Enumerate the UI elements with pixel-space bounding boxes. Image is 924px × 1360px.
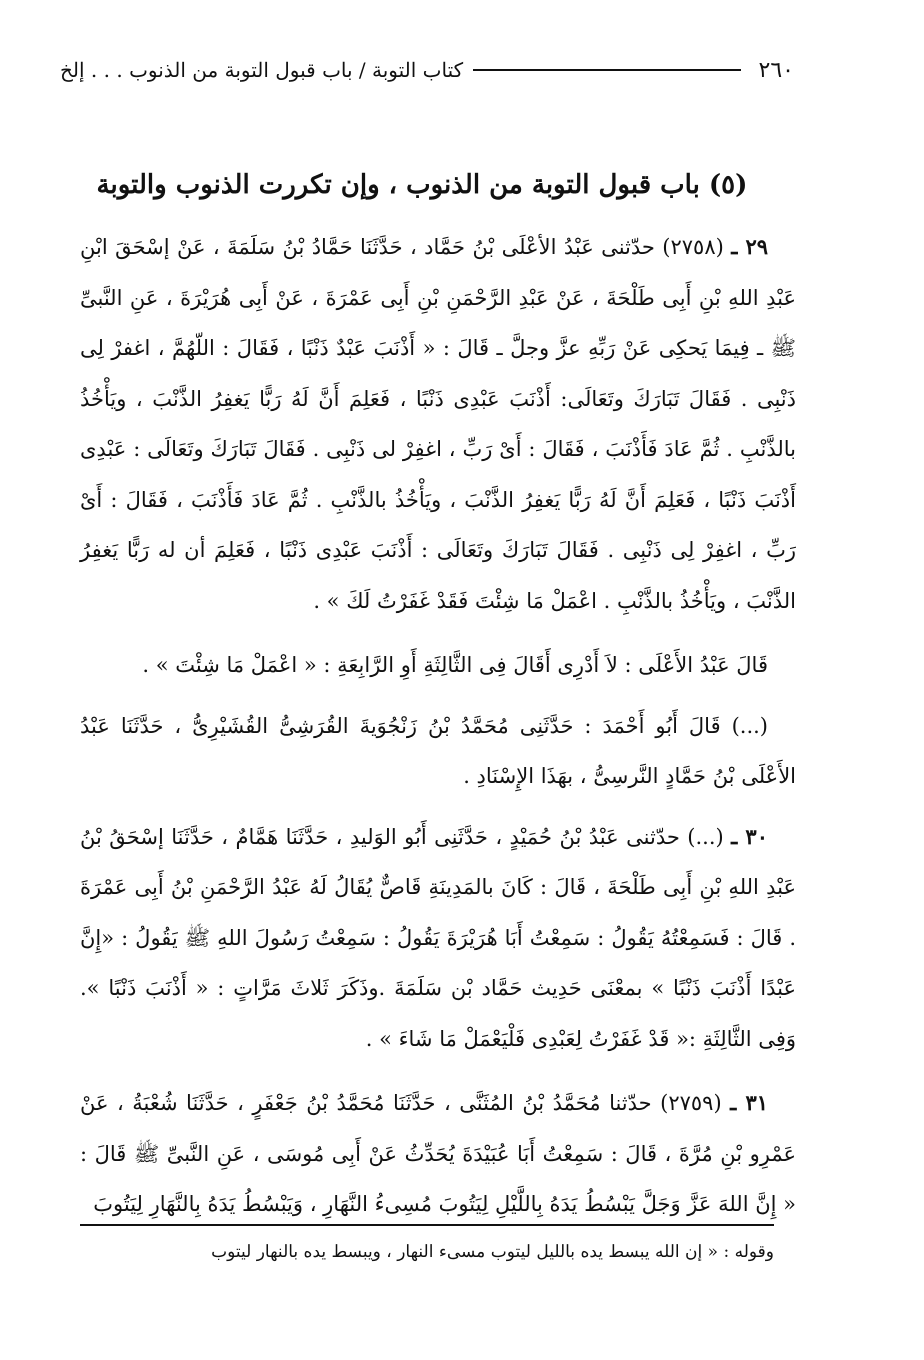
- body-text: [80, 222, 796, 1244]
- hadith-number: ٣١ ـ: [730, 1090, 768, 1115]
- hadith-text: (...) قَالَ أَبُو أَحْمَدَ : حَدَّثَنِى مُحَمَّدُ بْنُ زَنْجُوَيةَ القُرَشِىُّ القُشَيْرِىُّ ، حَدَّثَنَا عَبْدُ الأَعْلَى بْنُ حَمَّادٍ النَّرسِىُّ ، بهَذَا الإِسْنَادِ .: [80, 713, 796, 788]
- page-number: ٢٦٠: [758, 57, 794, 83]
- hadith-number: ٢٩ ـ: [731, 234, 768, 259]
- running-header: [60, 52, 794, 88]
- chain-abu-ahmad: [80, 701, 796, 802]
- hadith-text: (...) حدّثنى عَبْدُ بْنُ حُمَيْدٍ ، حَدَّثَنِى أَبُو الوَليدِ ، حَدَّثَنَا هَمَّامٌ ، حَدَّثَنَا إسْحَقُ بْنُ عَبْدِ اللهِ بْنِ أَبِى طَلْحَةَ ، قَالَ : كَانَ بالمَدِينَةِ قَاصٌّ يُقَالُ لَهُ عَبْدُ الرَّحْمَنِ بْنُ أَبِى عَمْرَةَ . قَالَ : فَسَمِعْتُهُ يَقُولُ : سَمِعْتُ أَبَا هُرَيْرَةَ يَقُولُ : سَمِعْتُ رَسُولَ اللهِ ﷺ يَقُولُ : «إِنَّ عَبْدًا أَذْنَبَ ذَنْبًا » بمعْنَى حَدِيث حَمَّاد بْن سَلَمَةَ .وذَكَرَ ثَلاثَ مَرَّاتٍ : « أَذْنَبَ ذَنْبًا ». وَفِى الثَّالِثَةِ :« قَدْ غَفَرْتُ لِعَبْدِى فَلْيَعْمَلْ مَا شَاءَ » .: [80, 824, 796, 1051]
- hadith-text: (٢٧٥٨) حدّثنى عَبْدُ الأعْلَى بْنُ حَمَّاد ، حَدَّثَنَا حَمَّادُ بْنُ سَلَمَةَ ، عَنْ إسْحَقَ ابْنِ عَبْدِ اللهِ بْنِ أَبِى طَلْحَةَ ، عَنْ عَبْدِ الرَّحْمَنِ بْنِ أَبِى عَمْرَةَ ، عَنْ أَبِى هُرَيْرَةَ ، عَنِ النَّبىِّ ﷺ ـ فِيمَا يَحكِى عَنْ رَبِّهِ عزَّ وجلَّ ـ قَالَ : « أَذْنَبَ عَبْدٌ ذَنْبًا ، فَقَالَ : اللّهُمَّ ، اغفرْ لِى ذَنْبِى . فَقَالَ تَبَارَكَ وتَعَالَى: أَذْنَبَ عَبْدِى ذَنْبًا ، فَعَلِمَ أَنَّ لَهُ رَبًّا يَغفِرُ الذَّنْبَ ، ويَأْخُذُ بالذَّنْبِ . ثُمَّ عَادَ فَأَذْنَبَ ، فَقَالَ : أَىْ رَبِّ ، اغفِرْ لى ذَنْبِى . فَقَالَ تَبَارَكَ وتَعَالَى : عَبْدِى أَذْنَبَ ذَنْبًا ، فَعَلِمَ أَنَّ لَهُ رَبًّا يَغفِرُ الذَّنْبَ ، ويَأْخُذُ بالذَّنْبِ . ثُمَّ عَادَ فَأَذْنَبَ ، فَقَالَ : أَىْ رَبِّ ، اغفِرْ لِى ذَنْبِى . فَقَالَ تَبَارَكَ وتَعَالَى : أَذْنَبَ عَبْدِى ذَنْبًا ، فَعَلِمَ أن له رَبًّا يَغفِرُ الذَّنْبَ ، ويَأْخُذُ بالذَّنْبِ . اعْمَلْ مَا شِئْتَ فَقَدْ غَفَرْتُ لَكَ » .: [80, 235, 796, 613]
- running-title: كتاب التوبة / باب قبول التوبة من الذنوب . . . إلخ: [60, 58, 464, 82]
- footnote: وقوله : « إن الله يبسط يده بالليل ليتوب مسىء النهار ، ويبسط يده بالنهار ليتوب: [211, 1242, 774, 1262]
- hadith-30: [80, 812, 796, 1065]
- chapter-title: (٥) باب قبول التوبة من الذنوب ، وإن تكررت الذنوب والتوبة: [96, 170, 748, 200]
- hadith-number: ٣٠ ـ: [731, 823, 768, 849]
- footnote-rule: [80, 1224, 774, 1226]
- header-rule: [473, 69, 740, 71]
- hadith-29: [80, 222, 796, 626]
- note-abd-al-ala: [80, 640, 796, 691]
- hadith-31: [80, 1078, 796, 1230]
- hadith-text: (٢٧٥٩) حدّثنا مُحَمَّدُ بْنُ المُثَنَّى ، حَدَّثَنَا مُحَمَّدُ بْنُ جَعْفَرٍ ، حَدَّثَنَا شُعْبَةُ ، عَنْ عَمْرِو بْنِ مُرَّةَ ، قَالَ : سَمِعْتُ أَبَا عُبَيْدَةَ يُحَدِّثُ عَنْ أَبِى مُوسَى ، عَنِ النَّبىِّ ﷺ قَالَ : « إِنَّ اللهَ عَزَّ وَجَلَّ يَبْسُطُ يَدَهُ بِاللَّيْلِ لِيَتُوبَ مُسِىءُ النَّهَارِ ، وَيَبْسُطُ يَدَهُ بِالنَّهَارِ لِيَتُوبَ: [80, 1091, 796, 1216]
- hadith-text: قَالَ عَبْدُ الأَعْلَى : لاَ أَدْرِى أَقَالَ فِى الثَّالِثَةِ أَوِ الرَّابِعَةِ : « اعْمَلْ مَا شِئْتَ » .: [142, 653, 768, 677]
